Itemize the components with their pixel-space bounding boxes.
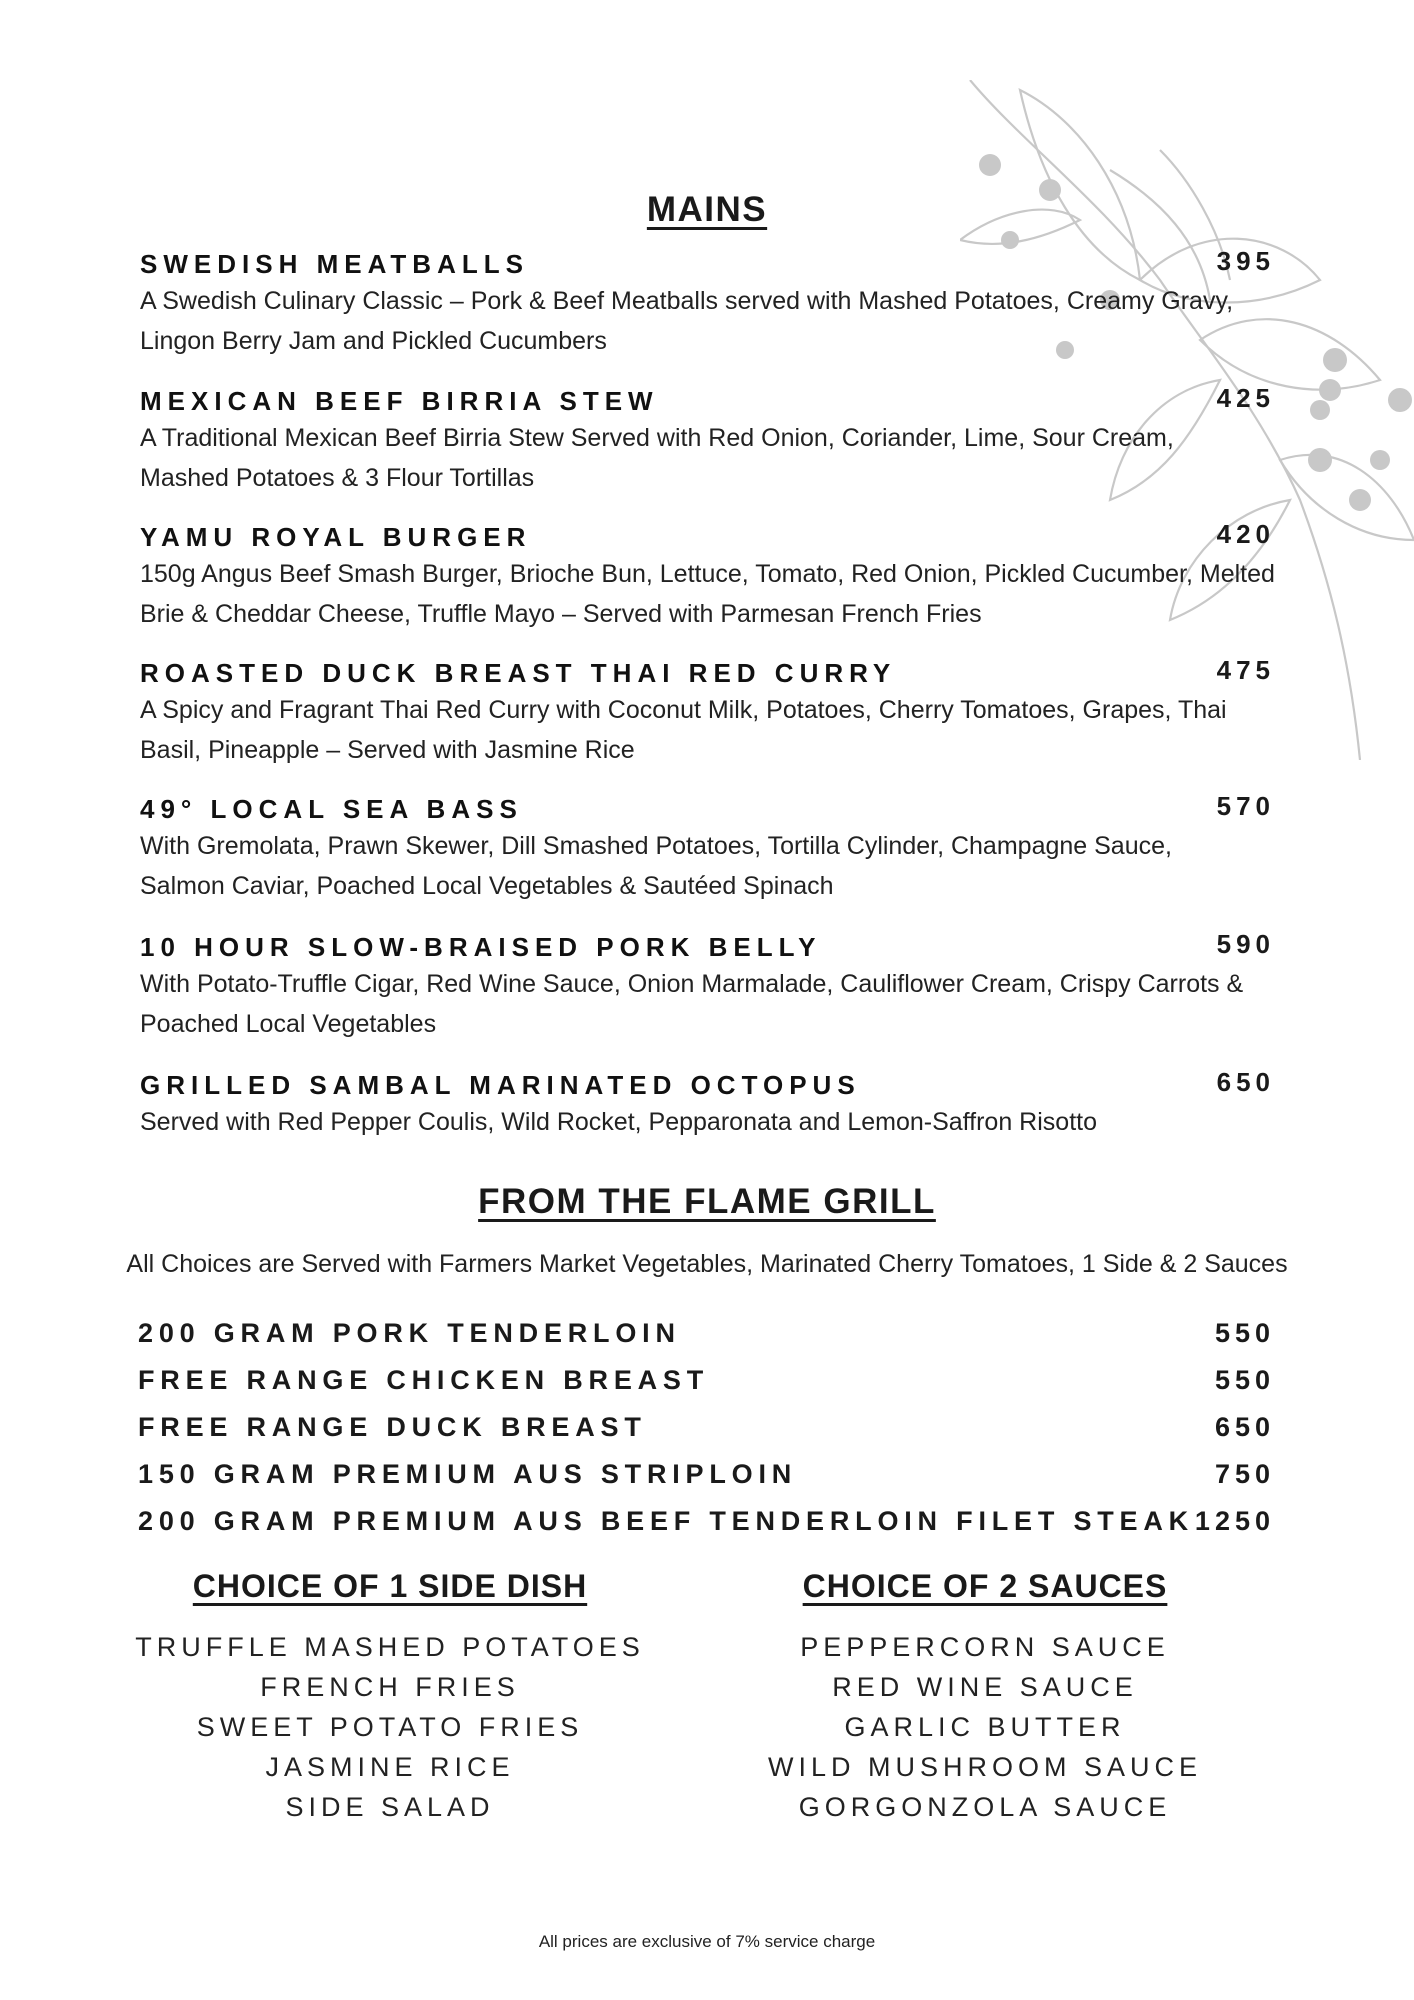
sauces-column	[705, 1568, 1265, 1827]
menu-item	[140, 384, 1275, 498]
grill-item-price: 750	[1214, 1459, 1275, 1489]
side-dish-item: FRENCH FRIES	[260, 1672, 520, 1702]
sauce-item: GARLIC BUTTER	[844, 1712, 1126, 1742]
dish-name: 10 HOUR SLOW-BRAISED PORK BELLY	[140, 932, 822, 962]
sauce-item: PEPPERCORN SAUCE	[800, 1632, 1170, 1662]
dish-name: MEXICAN BEEF BIRRIA STEW	[140, 386, 659, 416]
dish-price: 425	[1216, 383, 1275, 413]
side-dish-item: JASMINE RICE	[265, 1752, 515, 1782]
grill-item-price: 550	[1214, 1318, 1275, 1348]
dish-name: YAMU ROYAL BURGER	[140, 522, 532, 552]
grill-item-name: 150 GRAM PREMIUM AUS STRIPLOIN	[138, 1459, 798, 1489]
grill-section-title: FROM THE FLAME GRILL	[478, 1182, 936, 1221]
sauce-item: WILD MUSHROOM SAUCE	[767, 1752, 1203, 1782]
grill-note: All Choices are Served with Farmers Market Vegetables, Marinated Cherry Tomatoes, 1 Side & 2 Sauces	[126, 1250, 1288, 1278]
dish-name: ROASTED DUCK BREAST THAI RED CURRY	[140, 658, 897, 688]
grill-item-price: 1250	[1194, 1506, 1275, 1536]
side-dish-column	[110, 1568, 670, 1827]
dish-name: GRILLED SAMBAL MARINATED OCTOPUS	[140, 1070, 861, 1100]
dish-price: 590	[1216, 929, 1275, 959]
dish-price: 395	[1216, 246, 1275, 276]
dish-price: 475	[1216, 655, 1275, 685]
dish-description: A Traditional Mexican Beef Birria Stew Served with Red Onion, Coriander, Lime, Sour Cream, Mashed Potatoes & 3 Flour Tortillas	[140, 424, 1174, 492]
side-dish-item: TRUFFLE MASHED POTATOES	[135, 1632, 645, 1662]
grill-item-name: FREE RANGE DUCK BREAST	[138, 1412, 647, 1442]
grill-item-name: 200 GRAM PREMIUM AUS BEEF TENDERLOIN FILET STEAK	[138, 1506, 1194, 1536]
dish-description: Served with Red Pepper Coulis, Wild Rocket, Pepparonata and Lemon-Saffron Risotto	[140, 1108, 1097, 1136]
menu-item	[140, 520, 1275, 634]
dish-description: 150g Angus Beef Smash Burger, Brioche Bun, Lettuce, Tomato, Red Onion, Pickled Cucumber, Melted Brie & Cheddar Cheese, Truffle Mayo – Served with Parmesan French Fries	[140, 560, 1275, 628]
dish-description: A Spicy and Fragrant Thai Red Curry with Coconut Milk, Potatoes, Cherry Tomatoes, Grapes, Thai Basil, Pineapple – Served with Jasmine Rice	[140, 696, 1227, 764]
service-charge-footnote: All prices are exclusive of 7% service charge	[538, 1932, 876, 1951]
side-dish-item: SIDE SALAD	[285, 1792, 495, 1822]
side-dish-item: SWEET POTATO FRIES	[196, 1712, 584, 1742]
grill-item-price: 650	[1214, 1412, 1275, 1442]
grill-item	[138, 1363, 1275, 1410]
dish-description: With Potato-Truffle Cigar, Red Wine Sauce, Onion Marmalade, Cauliflower Cream, Crispy Carrots & Poached Local Vegetables	[140, 970, 1244, 1038]
side-dish-title: CHOICE OF 1 SIDE DISH	[192, 1568, 588, 1604]
menu-item	[140, 656, 1275, 770]
dish-description: With Gremolata, Prawn Skewer, Dill Smashed Potatoes, Tortilla Cylinder, Champagne Sauce, Salmon Caviar, Poached Local Vegetables & Sautéed Spinach	[140, 832, 1172, 900]
grill-item-name: FREE RANGE CHICKEN BREAST	[138, 1365, 710, 1395]
dish-price: 420	[1216, 519, 1275, 549]
mains-section-title: MAINS	[646, 190, 768, 229]
menu-item	[140, 792, 1275, 906]
grill-item-name: 200 GRAM PORK TENDERLOIN	[138, 1318, 681, 1348]
menu-item	[140, 1068, 1275, 1142]
dish-price: 570	[1216, 791, 1275, 821]
menu-item	[140, 930, 1275, 1044]
grill-item-price: 550	[1214, 1365, 1275, 1395]
grill-list	[138, 1316, 1275, 1551]
dish-price: 650	[1216, 1067, 1275, 1097]
dish-description: A Swedish Culinary Classic – Pork & Beef Meatballs served with Mashed Potatoes, Creamy Gravy, Lingon Berry Jam and Pickled Cucumbers	[140, 287, 1234, 355]
sauces-title: CHOICE OF 2 SAUCES	[802, 1568, 1168, 1604]
dish-name: SWEDISH MEATBALLS	[140, 249, 529, 279]
grill-item	[138, 1316, 1275, 1363]
grill-item	[138, 1457, 1275, 1504]
grill-item	[138, 1410, 1275, 1457]
sauce-item: GORGONZOLA SAUCE	[798, 1792, 1172, 1822]
dish-name: 49° LOCAL SEA BASS	[140, 794, 523, 824]
sauce-item: RED WINE SAUCE	[832, 1672, 1138, 1702]
menu-item	[140, 247, 1275, 361]
grill-item	[138, 1504, 1275, 1551]
